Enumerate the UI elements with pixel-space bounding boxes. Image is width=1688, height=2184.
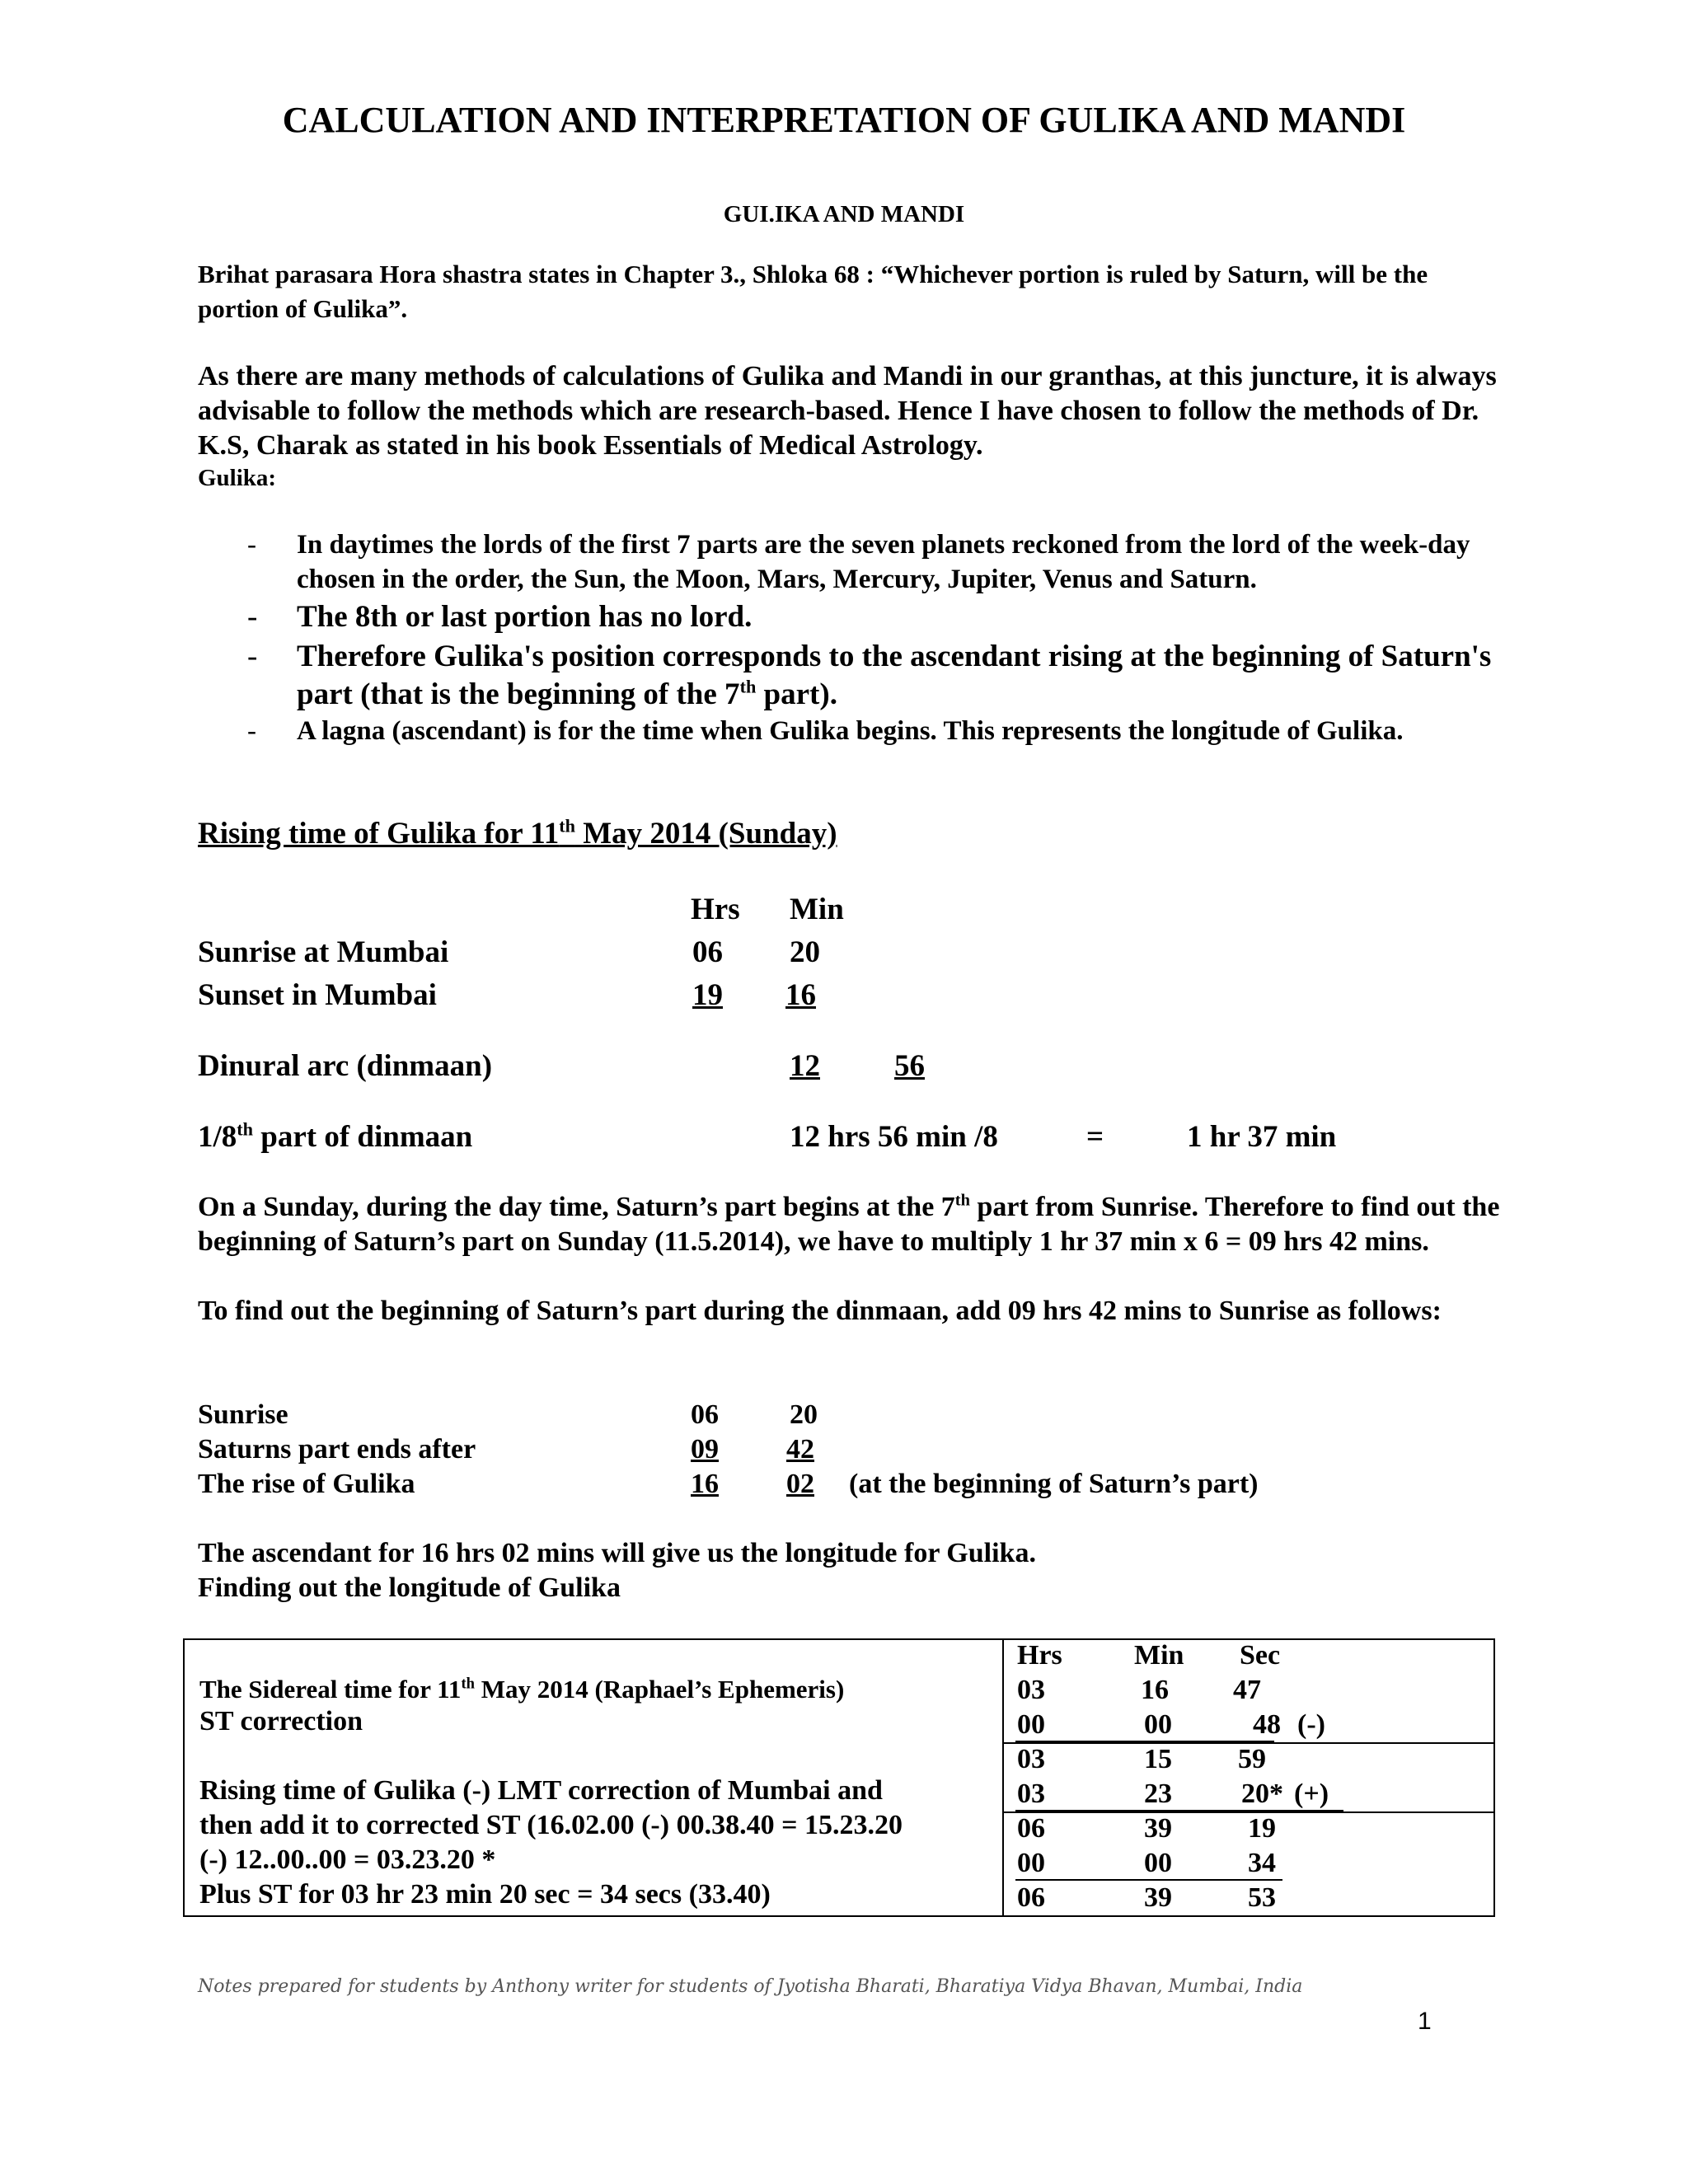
rise-sunrise-label: Sunrise [198, 1399, 288, 1430]
rise-of-gulika-time [691, 1469, 814, 1500]
bullet-text: The 8th or last portion has no lord. [297, 600, 753, 634]
bullet-list [239, 527, 1508, 748]
arc-hours: 12 [790, 1049, 820, 1083]
sunrise-label: Sunrise at Mumbai [198, 935, 449, 969]
ends-hours: 09 [691, 1434, 719, 1465]
rise-note: (at the beginning of Saturn’s part) [849, 1469, 1259, 1499]
bullet-item [239, 598, 1508, 636]
sunset-label: Sunset in Mumbai [198, 978, 437, 1012]
sunset-minutes: 16 [785, 978, 816, 1012]
table-cell: 03 [1017, 1675, 1045, 1705]
paragraph-find-beginning: To find out the beginning of Saturn’s part during the dinmaan, add 09 hrs 42 mins to Sunrise as follows: [198, 1296, 1442, 1326]
rise-sunrise-minutes: 20 [790, 1399, 818, 1430]
equals-sign: = [1086, 1120, 1104, 1154]
col-header-min: Min [790, 893, 844, 926]
bullet-item [239, 527, 1508, 597]
table-cell: 15 [1144, 1744, 1172, 1774]
table-header-min: Min [1134, 1640, 1184, 1671]
eighth-part-calculation: 12 hrs 56 min /8 [790, 1120, 998, 1154]
rising-time-line-3: (-) 12..00..00 = 03.23.20 * [199, 1844, 496, 1875]
paragraph-bphs-quote: Brihat parasara Hora shastra states in Chapter 3., Shloka 68 : “Whichever portion is ruled by Saturn, will be the portion of Gulika”. [198, 260, 1428, 323]
superscript: th [739, 676, 757, 697]
table-cell: 23 [1144, 1779, 1172, 1809]
sunset-hours: 19 [692, 978, 723, 1012]
ends-minutes: 42 [786, 1434, 814, 1465]
table-cell: 34 [1248, 1848, 1276, 1878]
bullet-text: A lagna (ascendant) is for the time when Gulika begins. This represents the longitude of Gulika. [297, 716, 1404, 746]
col-header-hrs: Hrs [691, 893, 740, 926]
table-underline [1015, 1879, 1282, 1881]
table-cell: 48 [1253, 1709, 1281, 1740]
table-cell: 00 [1144, 1709, 1172, 1740]
sunrise-hours: 06 [692, 935, 723, 969]
saturn-part-ends-time [691, 1434, 814, 1465]
table-row-line [1004, 1742, 1495, 1744]
arc-minutes: 56 [894, 1049, 925, 1083]
dinural-arc-value [790, 1048, 925, 1084]
rise-of-gulika-label: The rise of Gulika [198, 1469, 415, 1499]
table-cell: 00 [1017, 1848, 1045, 1878]
gulika-label: Gulika: [198, 465, 277, 491]
table-header-hrs: Hrs [1017, 1640, 1062, 1671]
table-row-line [1004, 1811, 1495, 1813]
page-number: 1 [1418, 2008, 1432, 2035]
table-cell: 00 [1144, 1848, 1172, 1878]
table-cell: 00 [1017, 1709, 1045, 1740]
table-cell: 39 [1144, 1882, 1172, 1913]
rise-sunrise-hours: 06 [691, 1399, 719, 1430]
sidereal-time-table [183, 1638, 1495, 1917]
rising-time-line-1: Rising time of Gulika (-) LMT correction of Mumbai and [199, 1775, 883, 1806]
table-cell: 16 [1141, 1675, 1169, 1705]
table-cell: 03 [1017, 1744, 1045, 1774]
table-cell: 47 [1233, 1675, 1261, 1705]
table-cell: 39 [1144, 1813, 1172, 1844]
table-cell: 19 [1248, 1813, 1276, 1844]
paragraph-finding-longitude: Finding out the longitude of Gulika [198, 1572, 621, 1603]
rising-time-line-4: Plus ST for 03 hr 23 min 20 sec = 34 secs (33.40) [199, 1879, 771, 1910]
table-divider [1002, 1640, 1004, 1915]
table-cell: 53 [1248, 1882, 1276, 1913]
sidereal-time-label: The Sidereal time for 11th May 2014 (Raphael’s Ephemeris) [199, 1675, 845, 1704]
eighth-part-label: 1/8th part of dinmaan [198, 1118, 473, 1154]
bullet-dash: - [247, 600, 258, 634]
table-cell: 20* [1241, 1779, 1283, 1809]
sunrise-minutes: 20 [790, 935, 820, 969]
table-cell: 59 [1238, 1744, 1266, 1774]
page-title: CALCULATION AND INTERPRETATION OF GULIKA AND MANDI [282, 100, 1406, 140]
bullet-dash: - [247, 640, 258, 673]
table-cell: (+) [1294, 1779, 1329, 1809]
rising-time-line-2: then add it to corrected ST (16.02.00 (-) 00.38.40 = 15.23.20 [199, 1810, 903, 1840]
footer-note: Notes prepared for students by Anthony writer for students of Jyotisha Bharati, Bharatiya Vidya Bhavan, Mumbai, India [198, 1976, 1303, 1997]
bullet-text: part). [756, 677, 837, 711]
section-subtitle: GUI.IKA AND MANDI [723, 201, 965, 227]
gulika-minutes: 02 [786, 1469, 814, 1499]
bullet-item [239, 638, 1508, 714]
eighth-part-result: 1 hr 37 min [1187, 1120, 1337, 1154]
table-cell: 06 [1017, 1813, 1045, 1844]
table-cell: 03 [1017, 1779, 1045, 1809]
gulika-hours: 16 [691, 1469, 719, 1499]
st-correction-label: ST correction [199, 1706, 363, 1736]
bullet-text: Therefore Gulika's position corresponds to the ascendant rising at the beginning of Saturn's part (that is the beginning of the 7 [297, 640, 1492, 711]
paragraph-sunday-saturn: On a Sunday, during the day time, Saturn’s part begins at the 7th part from Sunrise. Therefore to find out the beginning of Saturn’s part on Sunday (11.5.2014), we have to multiply 1 hr 37 min x 6 = 09 hrs 42 mins. [198, 1191, 1500, 1257]
dinural-arc-label: Dinural arc (dinmaan) [198, 1049, 493, 1083]
paragraph-ascendant: The ascendant for 16 hrs 02 mins will give us the longitude for Gulika. [198, 1538, 1036, 1568]
sunset-time [692, 977, 824, 1013]
bullet-dash: - [247, 530, 256, 560]
saturn-part-ends-label: Saturns part ends after [198, 1434, 476, 1465]
table-header-sec: Sec [1240, 1640, 1281, 1671]
paragraph-methods: As there are many methods of calculations of Gulika and Mandi in our granthas, at this juncture, it is always advisable to follow the methods which are research-based. Hence I have chosen to follow the methods of Dr. K.S, Charak as stated in his book Essentials of Medical Astrology. [198, 361, 1497, 461]
table-cell: (-) [1297, 1709, 1325, 1740]
section-heading-rising-time: Rising time of Gulika for 11th May 2014 (Sunday) [198, 815, 837, 851]
bullet-item [239, 714, 1508, 748]
bullet-dash: - [247, 716, 256, 746]
table-cell: 06 [1017, 1882, 1045, 1913]
bullet-text: In daytimes the lords of the first 7 parts are the seven planets reckoned from the lord of the week-day chosen in the order, the Sun, the Moon, Mars, Mercury, Jupiter, Venus and Saturn. [297, 530, 1470, 594]
